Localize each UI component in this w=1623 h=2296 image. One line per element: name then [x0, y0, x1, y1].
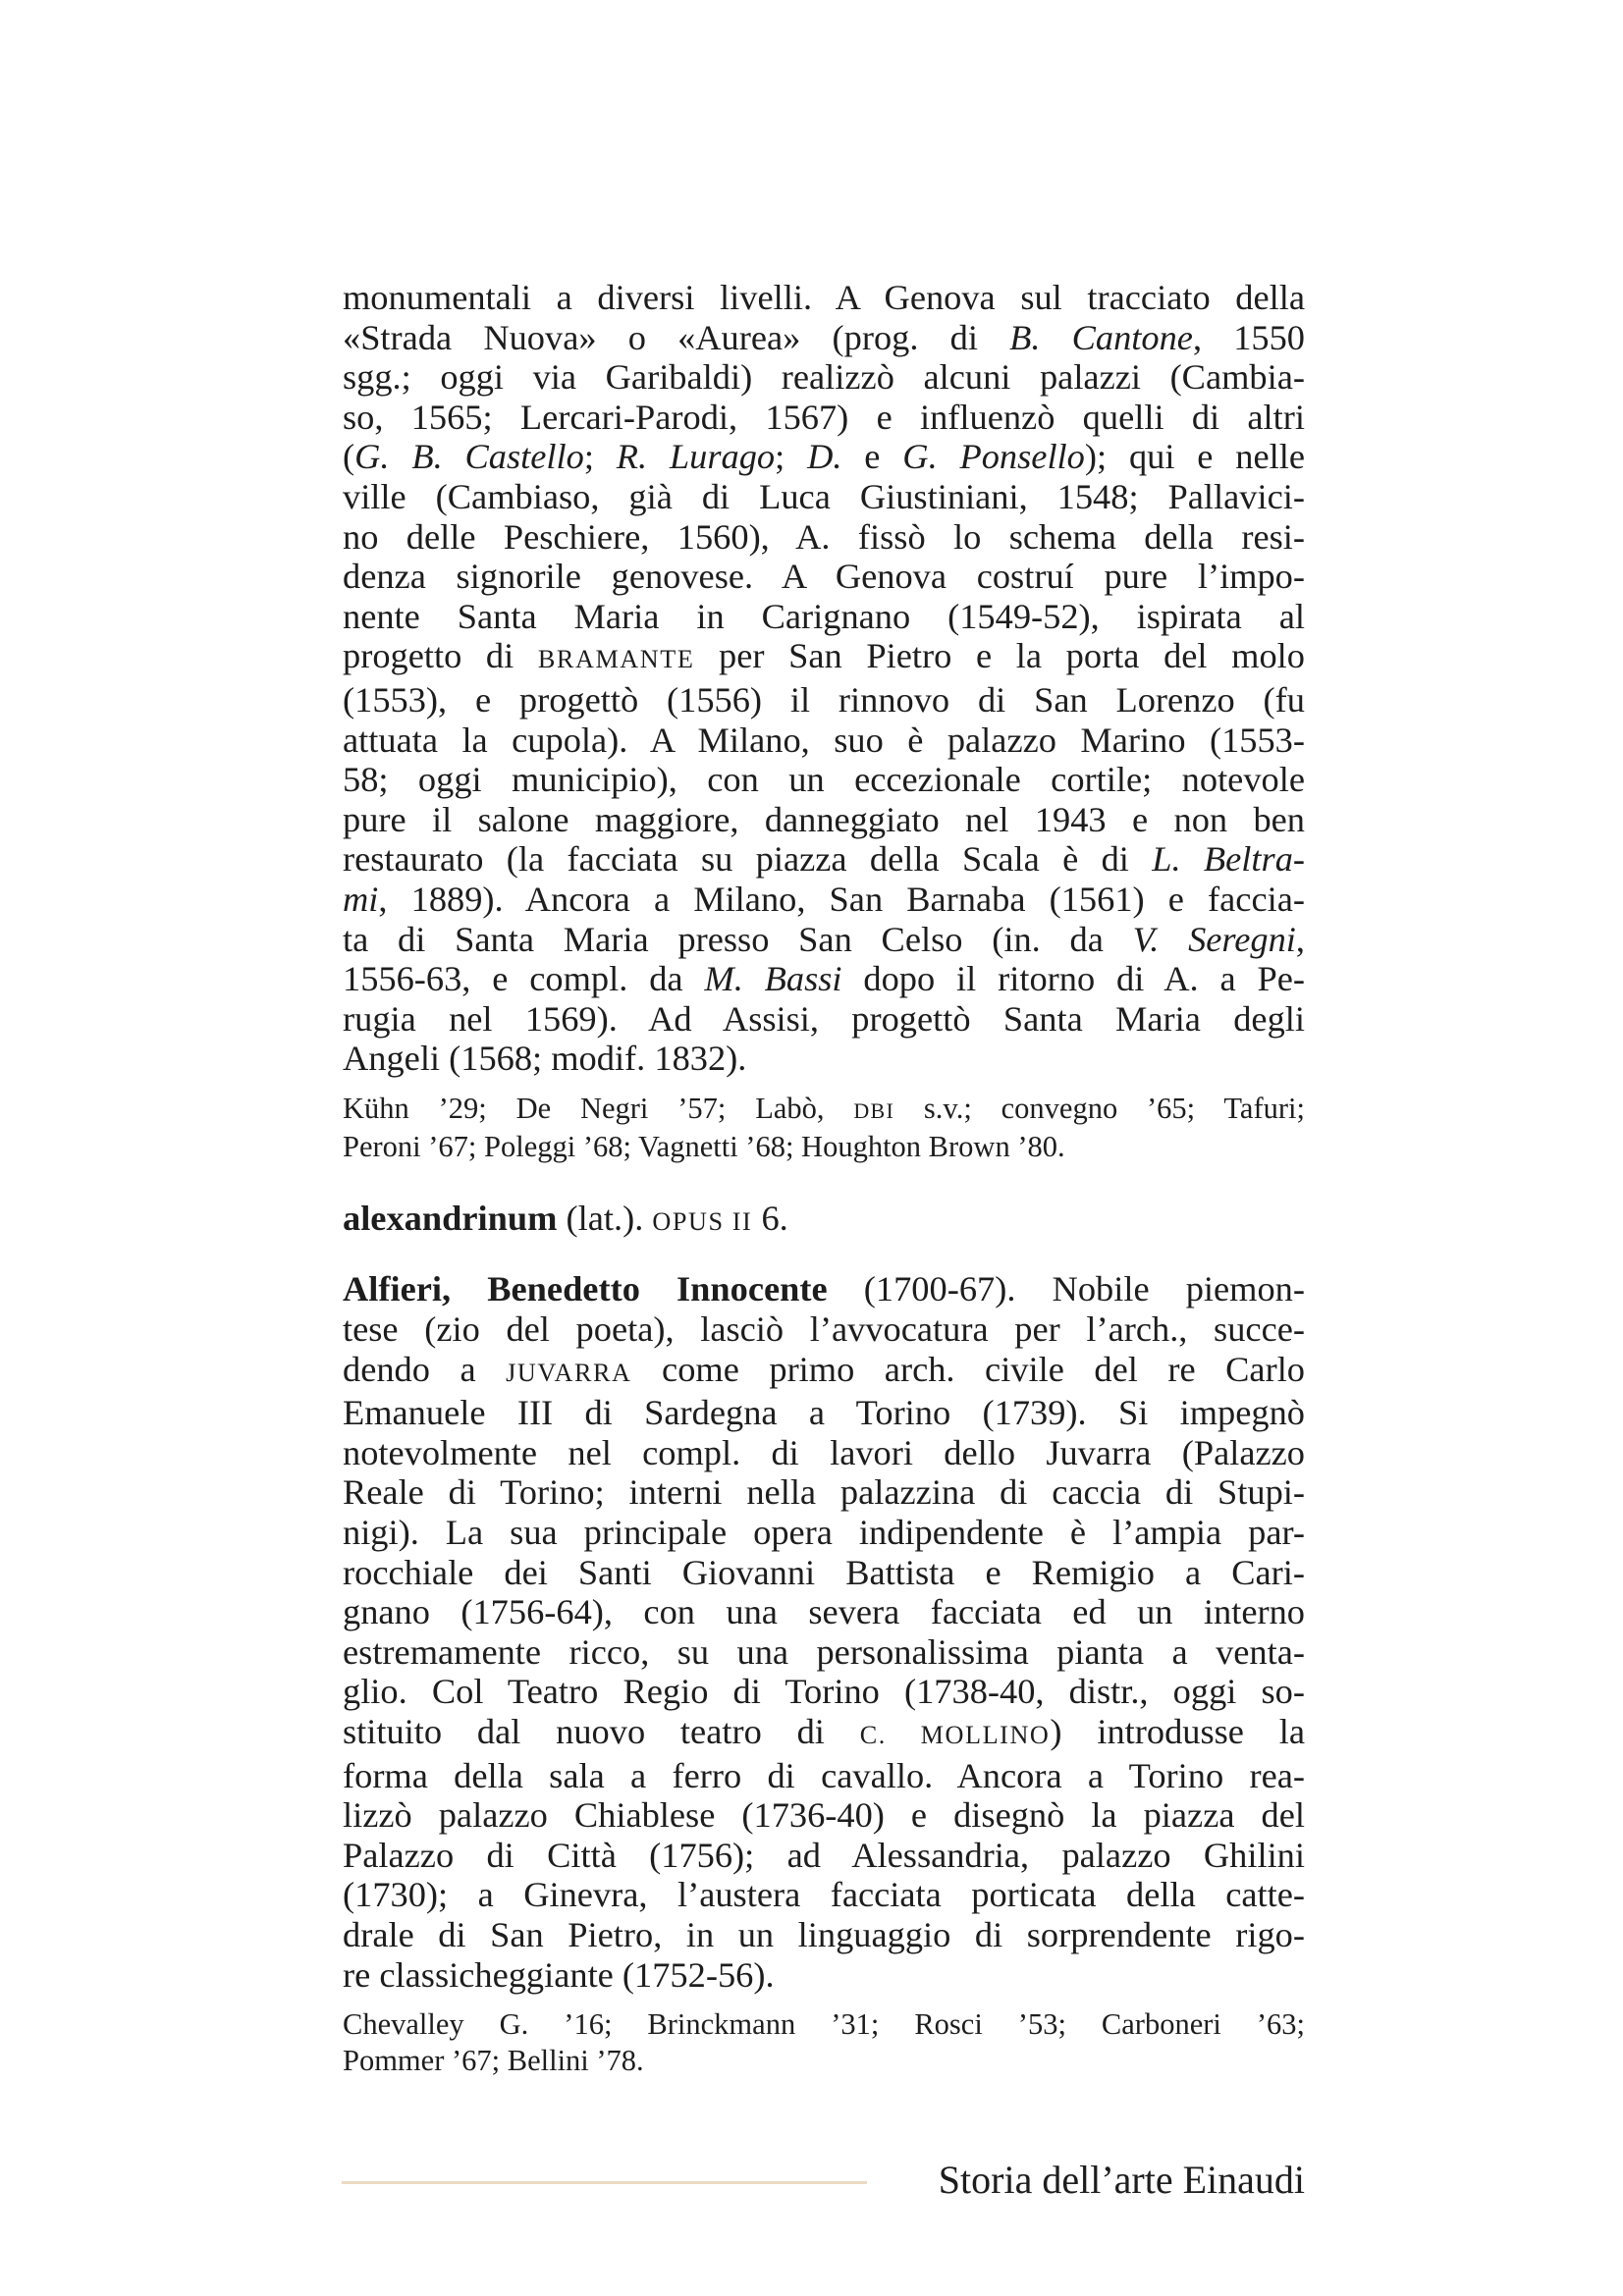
text-line: gnano (1756-64), con una severa facciata ed un interno — [343, 1592, 1305, 1632]
text-line: forma della sala a ferro di cavallo. Ancora a Torino rea- — [343, 1755, 1305, 1795]
reference-line: Pommer ’67; Bellini ’78. — [343, 2043, 644, 2077]
text-line: attuata la cupola). A Milano, suo è palazzo Marino (1553- — [343, 720, 1305, 760]
text-line: so, 1565; Lercari-Parodi, 1567) e influenzò quelli di altri — [343, 397, 1305, 437]
text-line: monumentali a diversi livelli. A Genova sul tracciato della — [343, 278, 1305, 317]
text-line: alexandrinum (lat.). OPUS II 6. — [343, 1198, 788, 1238]
entry-alfieri — [343, 1269, 1305, 1995]
reference-line: Kühn ’29; De Negri ’57; Labò, DBI s.v.; convegno ’65; Tafuri; — [343, 1091, 1305, 1125]
text-line: nigi). La sua principale opera indipendente è l’ampia par- — [343, 1513, 1305, 1553]
text-line: Palazzo di Città (1756); ad Alessandria, palazzo Ghilini — [343, 1835, 1305, 1875]
text-line: rugia nel 1569). Ad Assisi, progettò Santa Maria degli — [343, 998, 1305, 1039]
text-line: estremamente ricco, su una personalissima pianta a venta- — [343, 1631, 1305, 1672]
text-line: 58; oggi municipio), con un eccezionale cortile; notevole — [343, 760, 1305, 800]
reference-line: Chevalley G. ’16; Brinckmann ’31; Rosci ’53; Carboneri ’63; — [343, 2007, 1305, 2042]
text-line: progetto di BRAMANTE per San Pietro e la porta del molo — [343, 636, 1305, 676]
text-line: 1556-63, e compl. da M. Bassi dopo il ritorno di A. a Pe- — [343, 959, 1305, 999]
text-line: ta di Santa Maria presso San Celso (in. da V. Seregni, — [343, 919, 1305, 959]
text-line: denza signorile genovese. A Genova costruí pure l’impo- — [343, 557, 1305, 597]
text-line: Emanuele III di Sardegna a Torino (1739). Si impegnò — [343, 1393, 1305, 1433]
text-line: ville (Cambiaso, già di Luca Giustiniani, 1548; Pallavici- — [343, 476, 1305, 516]
text-line: sgg.; oggi via Garibaldi) realizzò alcuni palazzi (Cambia- — [343, 357, 1305, 398]
bibliography-references — [343, 2006, 1305, 2078]
text-line: dendo a JUVARRA come primo arch. civile del re Carlo — [343, 1349, 1305, 1389]
text-line: (1553), e progettò (1556) il rinnovo di San Lorenzo (fu — [343, 679, 1305, 720]
text-line: Reale di Torino; interni nella palazzina di caccia di Stupi- — [343, 1472, 1305, 1513]
text-line: Angeli (1568; modif. 1832). — [343, 1039, 747, 1079]
text-line: «Strada Nuova» o «Aurea» (prog. di B. Cantone, 1550 — [343, 317, 1306, 357]
footer-title: Storia dell’arte Einaudi — [938, 2158, 1305, 2202]
text-line: (1730); a Ginevra, l’austera facciata porticata della catte- — [343, 1875, 1305, 1915]
text-line: no delle Peschiere, 1560), A. fissò lo schema della resi- — [343, 516, 1305, 557]
text-line: pure il salone maggiore, danneggiato nel 1943 e non ben — [343, 799, 1305, 839]
bibliography-references — [343, 1091, 1305, 1165]
entry-alexandrinum — [343, 1199, 1305, 1243]
text-line: mi, 1889). Ancora a Milano, San Barnaba (1561) e faccia- — [343, 879, 1305, 919]
text-line: nente Santa Maria in Carignano (1549-52), ispirata al — [343, 596, 1305, 636]
text-line: Alfieri, Benedetto Innocente (1700-67). Nobile piemon- — [343, 1269, 1305, 1309]
footer-rule — [342, 2181, 867, 2184]
text-line: glio. Col Teatro Regio di Torino (1738-40, distr., oggi so- — [343, 1672, 1305, 1712]
text-line: restaurato (la facciata su piazza della Scala è di L. Beltra- — [343, 839, 1306, 880]
entry-headword: alexandrinum — [343, 1198, 558, 1238]
text-line: re classicheggiante (1752-56). — [343, 1954, 775, 1995]
text-line: drale di San Pietro, in un linguaggio di sorprendente rigo- — [343, 1914, 1305, 1954]
text-line: lizzò palazzo Chiablese (1736-40) e disegnò la piazza del — [343, 1795, 1305, 1836]
text-line: rocchiale dei Santi Giovanni Battista e Remigio a Cari- — [343, 1552, 1305, 1592]
text-line: notevolmente nel compl. di lavori dello Juvarra (Palazzo — [343, 1432, 1305, 1472]
cross-reference: OPUS II — [652, 1206, 753, 1236]
page-footer — [342, 2157, 1305, 2206]
text-line: stituito dal nuovo teatro di C. MOLLINO) introdusse la — [343, 1712, 1305, 1751]
text-line: (G. B. Castello; R. Lurago; D. e G. Ponsello); qui e nelle — [343, 437, 1305, 477]
text-line: tese (zio del poeta), lasciò l’avvocatura per l’arch., succe- — [343, 1309, 1305, 1350]
reference-line: Peroni ’67; Poleggi ’68; Vagnetti ’68; Houghton Brown ’80. — [343, 1130, 1065, 1164]
page-body — [343, 278, 1305, 2078]
entry-headword: Alfieri, Benedetto Innocente — [343, 1269, 828, 1309]
continuation-paragraph — [343, 278, 1305, 1079]
